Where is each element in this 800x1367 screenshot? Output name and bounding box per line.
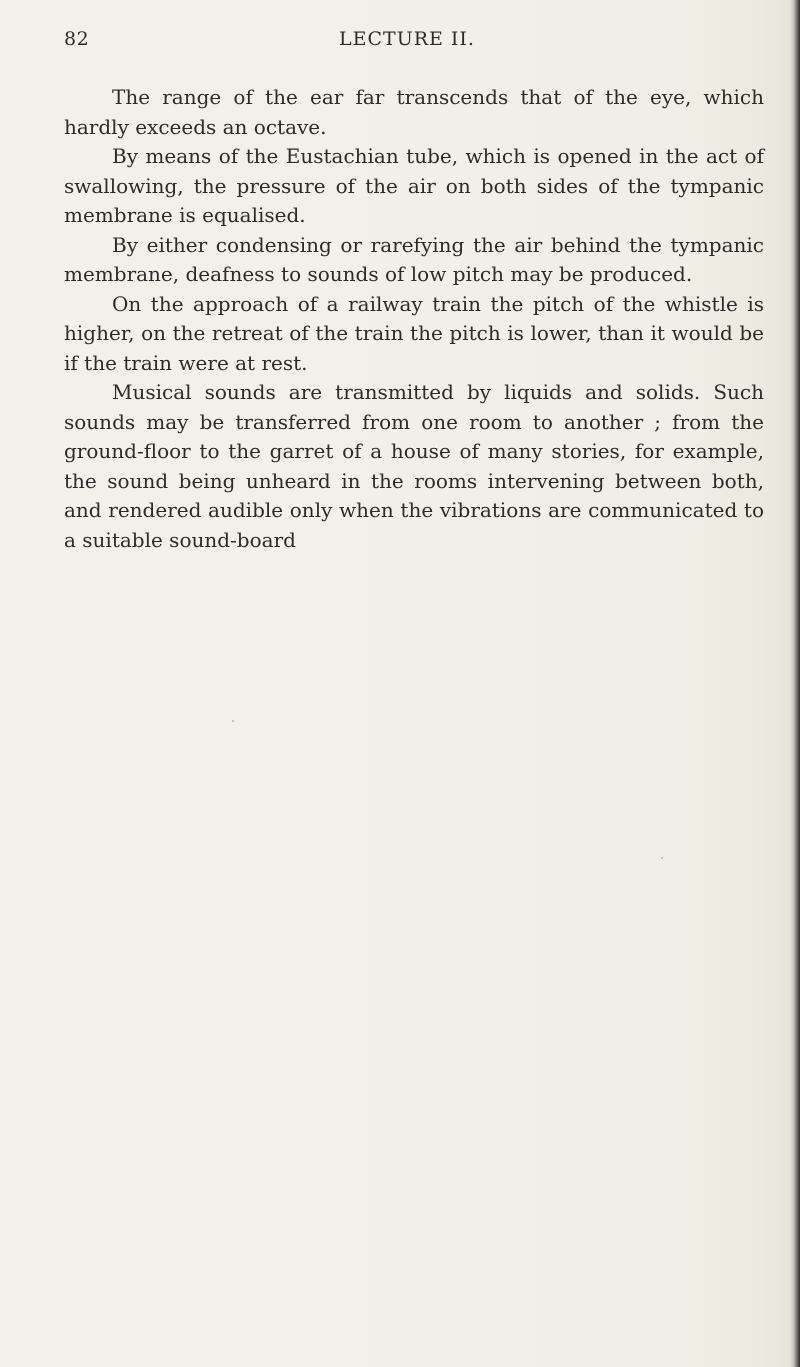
body-text — [64, 83, 764, 555]
page-header — [64, 28, 764, 58]
page-edge-shadow — [790, 0, 800, 1367]
paragraph-musical-sounds: Musical sounds are transmitted by liquids and solids. Such sounds may be transferred from one room to another ; from the ground-floor to the garret of a house of many stories, for example, the sound being unheard in the rooms intervening between both, and rendered audible only when the vibrations are communicated to a suitable sound-board — [64, 380, 764, 552]
running-head: LECTURE II. — [339, 28, 475, 50]
paragraph-eustachian-tube: By means of the Eustachian tube, which is opened in the act of swallowing, the pressure of the air on both sides of the tympanic membrane is equalised. — [64, 144, 764, 227]
paragraph-ear-range: The range of the ear far transcends that of the eye, which hardly exceeds an octave. — [64, 85, 764, 139]
page-number: 82 — [64, 28, 90, 50]
paper-speck — [661, 857, 663, 859]
paragraph-tympanic-membrane: By either condensing or rarefying the air behind the tympanic membrane, deafness to sounds of low pitch may be produced. — [64, 232, 764, 286]
paragraph-railway-train: On the approach of a railway train the pitch of the whistle is higher, on the retreat of the train the pitch is lower, than it would be if the train were at rest. — [64, 291, 764, 375]
paper-speck — [232, 720, 234, 722]
